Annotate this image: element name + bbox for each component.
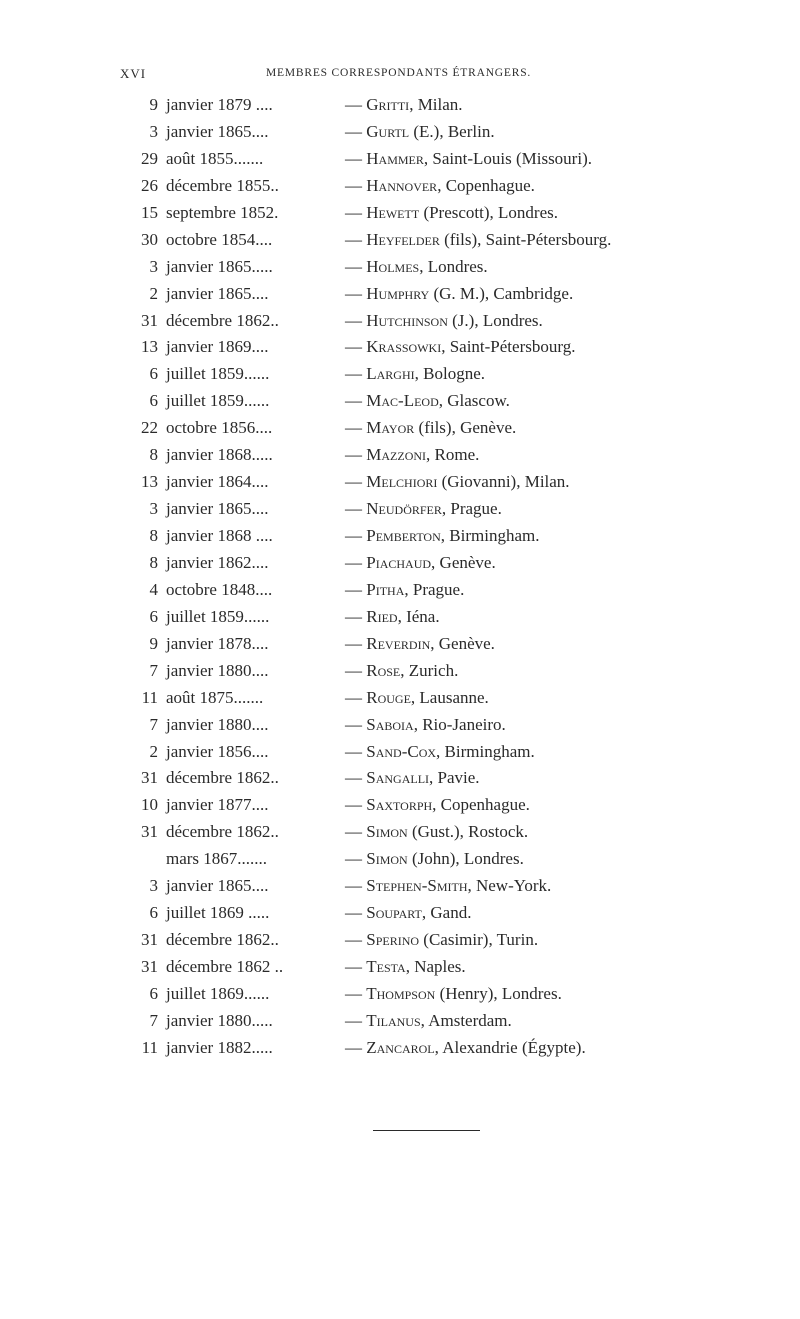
member-name [345, 496, 502, 523]
dash: — [345, 364, 362, 384]
election-date [120, 658, 332, 685]
member-details: , Rio-Janeiro. [413, 714, 506, 734]
entry-date: octobre 1856.... [166, 418, 273, 438]
member-surname: Krassowki [366, 337, 442, 357]
member-details: (fils), Genève. [414, 418, 517, 438]
entry-day: 31 [141, 957, 158, 976]
election-date [120, 415, 332, 442]
member-surname: Zancarol [366, 1037, 435, 1057]
member-surname: Hannover [366, 175, 438, 195]
member-entry [0, 1008, 800, 1035]
member-name [345, 631, 495, 658]
member-entry [0, 900, 800, 927]
member-details: (J.), Londres. [447, 310, 543, 330]
entry-date: janvier 1880.... [166, 660, 269, 680]
dash: — [345, 903, 362, 923]
entry-day: 26 [141, 175, 158, 195]
member-name [345, 604, 440, 631]
member-entry [0, 954, 800, 981]
member-surname: Mazzoni [366, 445, 427, 465]
member-surname: Sperino [366, 930, 420, 950]
member-surname: Melchiori [366, 472, 438, 492]
member-entry [0, 442, 800, 469]
dash: — [345, 957, 362, 976]
entry-date: octobre 1854.... [166, 229, 273, 249]
member-name [345, 415, 516, 442]
member-surname: Soupart [366, 903, 422, 923]
entry-day: 2 [149, 283, 158, 303]
entry-date: décembre 1862.. [166, 310, 279, 330]
member-name [345, 819, 528, 846]
dash: — [345, 579, 362, 599]
dash: — [345, 741, 362, 761]
member-details: , Rome. [426, 445, 480, 465]
entry-day: 11 [141, 1037, 158, 1057]
election-date [120, 819, 332, 846]
member-surname: Simon [366, 849, 408, 869]
member-surname: Saboia [366, 714, 414, 734]
entry-date: janvier 1869.... [166, 337, 269, 357]
member-name [345, 469, 570, 496]
member-name [345, 577, 464, 604]
member-details: , Milan. [409, 95, 463, 114]
entry-date: janvier 1862.... [166, 552, 269, 572]
entry-day: 2 [149, 741, 158, 761]
page-number: XVI [120, 66, 147, 81]
member-details: (Prescott), Londres. [419, 202, 558, 222]
entry-date: juillet 1859...... [166, 364, 270, 384]
member-name [345, 658, 458, 685]
dash: — [345, 633, 362, 653]
entry-date: août 1875....... [166, 687, 264, 707]
member-entry [0, 227, 800, 254]
member-name [345, 712, 506, 739]
member-name [345, 846, 524, 873]
entry-date: janvier 1865.... [166, 283, 269, 303]
election-date [120, 92, 332, 119]
dash: — [345, 229, 362, 249]
entry-date: janvier 1865.... [166, 876, 269, 896]
dash: — [345, 472, 362, 492]
dash: — [345, 876, 362, 896]
member-details: , Copenhague. [432, 795, 530, 815]
entry-day: 29 [141, 148, 158, 168]
election-date [120, 523, 332, 550]
member-surname: Holmes [366, 256, 420, 276]
member-name [345, 308, 543, 335]
member-surname: Tilanus [366, 1010, 421, 1030]
dash: — [345, 768, 362, 788]
member-name [345, 227, 611, 254]
entry-date: janvier 1879 .... [166, 95, 273, 114]
dash: — [345, 418, 362, 438]
election-date [120, 200, 332, 227]
member-entry [0, 631, 800, 658]
member-name [345, 146, 592, 173]
page-header [120, 66, 720, 86]
dash: — [345, 499, 362, 519]
dash: — [345, 95, 362, 114]
entry-date: mars 1867....... [166, 849, 268, 869]
entry-date: janvier 1865..... [166, 256, 273, 276]
member-entry [0, 819, 800, 846]
member-surname: Hutchinson [366, 310, 448, 330]
member-list [0, 92, 800, 1062]
member-entry [0, 523, 800, 550]
entry-date: janvier 1878.... [166, 633, 269, 653]
entry-day: 9 [149, 633, 158, 653]
member-surname: Gritti [366, 95, 410, 114]
member-details: , Naples. [405, 957, 466, 976]
member-details: , New-York. [467, 876, 552, 896]
entry-date: juillet 1869 ..... [166, 903, 270, 923]
member-surname: Gurtl [366, 121, 410, 141]
entry-date: janvier 1856.... [166, 741, 269, 761]
dash: — [345, 552, 362, 572]
member-details: , Saint-Louis (Missouri). [423, 148, 592, 168]
member-name [345, 927, 538, 954]
member-details: , Pavie. [429, 768, 480, 788]
member-details: , Amsterdam. [420, 1010, 512, 1030]
dash: — [345, 526, 362, 545]
entry-day: 7 [149, 714, 158, 734]
member-surname: Ried [366, 606, 398, 626]
member-details: , Genève. [430, 633, 495, 653]
member-entry [0, 173, 800, 200]
member-details: , Iéna. [397, 606, 440, 626]
member-name [345, 954, 466, 981]
member-surname: Rouge [366, 687, 411, 707]
member-entry [0, 469, 800, 496]
election-date [120, 765, 332, 792]
member-details: , Copenhague. [437, 175, 535, 195]
election-date [120, 1035, 332, 1062]
election-date [120, 1008, 332, 1035]
entry-day: 9 [149, 95, 158, 114]
member-name [345, 765, 480, 792]
dash: — [345, 1010, 362, 1030]
entry-date: octobre 1848.... [166, 579, 273, 599]
member-surname: Simon [366, 822, 408, 842]
election-date [120, 442, 332, 469]
member-name [345, 388, 510, 415]
entry-day: 31 [141, 930, 158, 950]
entry-date: janvier 1880.... [166, 714, 269, 734]
member-entry [0, 254, 800, 281]
member-surname: Piachaud [366, 552, 432, 572]
member-entry [0, 119, 800, 146]
member-name [345, 334, 575, 361]
election-date [120, 739, 332, 766]
entry-date: août 1855....... [166, 148, 264, 168]
election-date [120, 227, 332, 254]
member-entry [0, 658, 800, 685]
election-date [120, 900, 332, 927]
dash: — [345, 445, 362, 465]
entry-day: 6 [149, 391, 158, 411]
entry-day: 6 [149, 983, 158, 1003]
member-entry [0, 496, 800, 523]
election-date [120, 685, 332, 712]
member-details: (John), Londres. [407, 849, 524, 869]
member-surname: Saxtorph [366, 795, 433, 815]
member-name [345, 981, 562, 1008]
election-date [120, 388, 332, 415]
election-date [120, 954, 332, 981]
entry-day: 13 [141, 472, 158, 492]
election-date [120, 927, 332, 954]
member-surname: Reverdin [366, 633, 431, 653]
entry-date: décembre 1862.. [166, 768, 279, 788]
member-name [345, 92, 463, 119]
entry-day: 11 [141, 687, 158, 707]
entry-date: janvier 1877.... [166, 795, 269, 815]
member-name [345, 523, 539, 550]
entry-day: 8 [149, 445, 158, 465]
member-surname: Heyfelder [366, 229, 440, 249]
member-name [345, 685, 489, 712]
member-entry [0, 361, 800, 388]
member-surname: Humphry [366, 283, 430, 303]
election-date [120, 712, 332, 739]
entry-date: septembre 1852. [166, 202, 279, 222]
entry-date: janvier 1882..... [166, 1037, 273, 1057]
entry-day: 7 [149, 1010, 158, 1030]
member-details: , Bologne. [414, 364, 485, 384]
member-details: , Glascow. [438, 391, 510, 411]
entry-date: janvier 1868 .... [166, 526, 273, 545]
member-surname: Sand-Cox [366, 741, 437, 761]
member-entry [0, 685, 800, 712]
member-details: , Saint-Pétersbourg. [441, 337, 576, 357]
member-entry [0, 739, 800, 766]
member-entry [0, 92, 800, 119]
member-entry [0, 792, 800, 819]
election-date [120, 173, 332, 200]
member-name [345, 792, 530, 819]
member-entry [0, 550, 800, 577]
member-name [345, 119, 495, 146]
member-details: , Prague. [441, 499, 502, 519]
dash: — [345, 310, 362, 330]
entry-day: 7 [149, 660, 158, 680]
member-name [345, 442, 479, 469]
member-entry [0, 577, 800, 604]
election-date [120, 873, 332, 900]
entry-day: 3 [149, 121, 158, 141]
member-surname: Hewett [366, 202, 420, 222]
member-details: (fils), Saint-Pétersbourg. [439, 229, 612, 249]
entry-day: 3 [149, 499, 158, 519]
entry-day: 3 [149, 256, 158, 276]
member-surname: Testa [366, 957, 406, 976]
member-entry [0, 873, 800, 900]
member-surname: Pitha [366, 579, 405, 599]
entry-date: juillet 1869...... [166, 983, 270, 1003]
entry-day: 31 [141, 768, 158, 788]
dash: — [345, 795, 362, 815]
election-date [120, 981, 332, 1008]
member-name [345, 361, 485, 388]
entry-date: janvier 1865.... [166, 121, 269, 141]
election-date [120, 361, 332, 388]
election-date [120, 631, 332, 658]
member-surname: Sangalli [366, 768, 430, 788]
dash: — [345, 983, 362, 1003]
member-details: (Giovanni), Milan. [437, 472, 570, 492]
entry-day: 31 [141, 822, 158, 842]
dash: — [345, 283, 362, 303]
member-name [345, 1008, 512, 1035]
member-details: (G. M.), Cambridge. [429, 283, 574, 303]
member-name [345, 873, 551, 900]
member-details: , Londres. [419, 256, 488, 276]
member-surname: Pemberton [366, 526, 441, 545]
dash: — [345, 660, 362, 680]
entry-date: décembre 1862 .. [166, 957, 284, 976]
member-details: , Lausanne. [410, 687, 489, 707]
entry-date: juillet 1859...... [166, 606, 270, 626]
member-surname: Mac-Leod [366, 391, 439, 411]
member-name [345, 254, 488, 281]
entry-day: 10 [141, 795, 158, 815]
entry-day: 6 [149, 606, 158, 626]
dash: — [345, 930, 362, 950]
entry-day: 8 [149, 552, 158, 572]
dash: — [345, 687, 362, 707]
dash: — [345, 822, 362, 842]
dash: — [345, 121, 362, 141]
entry-day: 6 [149, 903, 158, 923]
member-surname: Larghi [366, 364, 415, 384]
member-entry [0, 388, 800, 415]
dash: — [345, 391, 362, 411]
member-details: , Gand. [421, 903, 472, 923]
member-details: (Gust.), Rostock. [407, 822, 529, 842]
member-entry [0, 604, 800, 631]
member-entry [0, 200, 800, 227]
member-name [345, 739, 535, 766]
entry-day: 15 [141, 202, 158, 222]
entry-date: janvier 1865.... [166, 499, 269, 519]
member-details: (Henry), Londres. [435, 983, 562, 1003]
member-name [345, 281, 573, 308]
end-rule [373, 1130, 480, 1131]
entry-date: juillet 1859...... [166, 391, 270, 411]
entry-date: janvier 1868..... [166, 445, 273, 465]
entry-day: 8 [149, 526, 158, 545]
election-date [120, 604, 332, 631]
member-details: , Genève. [431, 552, 496, 572]
election-date [120, 846, 332, 873]
member-entry [0, 927, 800, 954]
member-entry [0, 281, 800, 308]
member-entry [0, 308, 800, 335]
member-name [345, 200, 558, 227]
entry-day: 3 [149, 876, 158, 896]
member-name [345, 173, 535, 200]
member-entry [0, 981, 800, 1008]
member-details: (E.), Berlin. [409, 121, 495, 141]
member-entry [0, 846, 800, 873]
entry-day: 6 [149, 364, 158, 384]
member-details: , Birmingham. [440, 526, 540, 545]
dash: — [345, 148, 362, 168]
entry-date: janvier 1864.... [166, 472, 269, 492]
dash: — [345, 202, 362, 222]
election-date [120, 254, 332, 281]
entry-day: 13 [141, 337, 158, 357]
election-date [120, 792, 332, 819]
entry-date: décembre 1862.. [166, 930, 279, 950]
member-entry [0, 765, 800, 792]
member-surname: Rose [366, 660, 401, 680]
member-details: , Alexandrie (Égypte). [434, 1037, 586, 1057]
dash: — [345, 606, 362, 626]
entry-day: 31 [141, 310, 158, 330]
election-date [120, 146, 332, 173]
election-date [120, 281, 332, 308]
dash: — [345, 1037, 362, 1057]
dash: — [345, 256, 362, 276]
member-entry [0, 146, 800, 173]
member-surname: Thompson [366, 983, 436, 1003]
member-entry [0, 1035, 800, 1062]
election-date [120, 119, 332, 146]
election-date [120, 550, 332, 577]
dash: — [345, 175, 362, 195]
member-surname: Hammer [366, 148, 424, 168]
member-surname: Mayor [366, 418, 415, 438]
entry-date: janvier 1880..... [166, 1010, 273, 1030]
election-date [120, 308, 332, 335]
entry-day: 22 [141, 418, 158, 438]
entry-day: 4 [149, 579, 158, 599]
member-name [345, 1035, 586, 1062]
member-surname: Neudörfer [366, 499, 442, 519]
member-entry [0, 712, 800, 739]
election-date [120, 469, 332, 496]
member-name [345, 550, 496, 577]
election-date [120, 577, 332, 604]
dash: — [345, 849, 362, 869]
member-details: (Casimir), Turin. [419, 930, 539, 950]
member-entry [0, 415, 800, 442]
election-date [120, 496, 332, 523]
running-title: MEMBRES CORRESPONDANTS ÉTRANGERS. [266, 67, 532, 79]
dash: — [345, 337, 362, 357]
entry-day: 30 [141, 229, 158, 249]
member-details: , Zurich. [400, 660, 459, 680]
member-details: , Prague. [404, 579, 465, 599]
member-surname: Stephen-Smith [366, 876, 468, 896]
entry-date: décembre 1855.. [166, 175, 279, 195]
member-entry [0, 334, 800, 361]
member-name [345, 900, 471, 927]
election-date [120, 334, 332, 361]
dash: — [345, 714, 362, 734]
member-details: , Birmingham. [436, 741, 535, 761]
entry-date: décembre 1862.. [166, 822, 279, 842]
